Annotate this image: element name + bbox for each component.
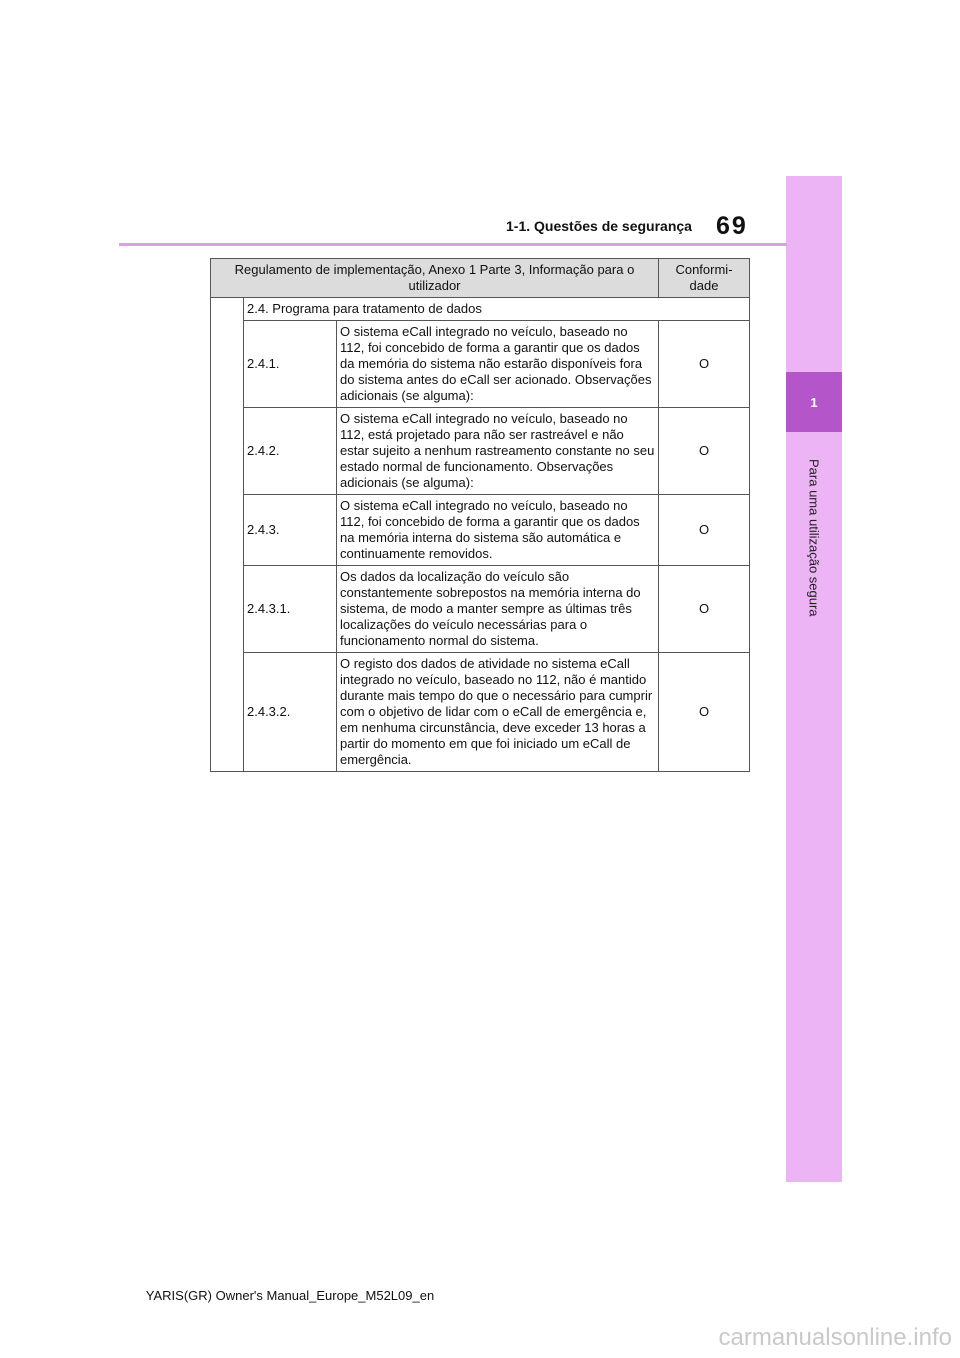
row-compliance: O bbox=[659, 653, 750, 772]
row-compliance: O bbox=[659, 495, 750, 566]
indent-cell bbox=[211, 298, 244, 772]
row-compliance: O bbox=[659, 321, 750, 408]
header-regulation: Regulamento de implementação, Anexo 1 Parte 3, Informação para o utilizador bbox=[211, 259, 659, 298]
row-text: O sistema eCall integrado no veículo, baseado no 112, foi concebido de forma a garantir que os dados da memória do sistema não estarão disponíveis fora do sistema antes do eCall ser acionado. Observações adicionais (se alguma): bbox=[337, 321, 659, 408]
section-title: 1-1. Questões de segurança bbox=[506, 218, 692, 234]
row-compliance: O bbox=[659, 566, 750, 653]
subtitle-cell: 2.4. Programa para tratamento de dados bbox=[244, 298, 750, 321]
compliance-table bbox=[210, 258, 750, 772]
table-row bbox=[211, 653, 750, 772]
chapter-label-container bbox=[786, 438, 842, 638]
table-header-row bbox=[211, 259, 750, 298]
row-number: 2.4.3. bbox=[244, 495, 337, 566]
chapter-number: 1 bbox=[786, 372, 842, 432]
table-row bbox=[211, 321, 750, 408]
table-row bbox=[211, 408, 750, 495]
row-text: O sistema eCall integrado no veículo, baseado no 112, foi concebido de forma a garantir que os dados na memória interna do sistema são automática e continuamente removidos. bbox=[337, 495, 659, 566]
row-compliance: O bbox=[659, 408, 750, 495]
header-divider bbox=[119, 243, 787, 246]
row-text: Os dados da localização do veículo são constantemente sobrepostos na memória interna do sistema, de modo a manter sempre as últimas três localizações do veículo necessárias para o funcionamento normal do sistema. bbox=[337, 566, 659, 653]
chapter-side-tab bbox=[786, 176, 842, 1182]
table-subtitle-row bbox=[211, 298, 750, 321]
header-compliance: Conformi-dade bbox=[659, 259, 750, 298]
row-number: 2.4.3.1. bbox=[244, 566, 337, 653]
row-number: 2.4.3.2. bbox=[244, 653, 337, 772]
chapter-label: Para uma utilização segura bbox=[806, 459, 822, 617]
table-row bbox=[211, 495, 750, 566]
row-text: O registo dos dados de atividade no sistema eCall integrado no veículo, baseado no 112, não é mantido durante mais tempo do que o necessário para cumprir com o objetivo de lidar com o eCall de emergência e, em nenhuma circunstância, deve exceder 13 horas a partir do momento em que foi iniciado um eCall de emergência. bbox=[337, 653, 659, 772]
row-number: 2.4.2. bbox=[244, 408, 337, 495]
row-number: 2.4.1. bbox=[244, 321, 337, 408]
row-text: O sistema eCall integrado no veículo, baseado no 112, está projetado para não ser rastreável e não estar sujeito a nenhum rastreamento constante no seu estado normal de funcionamento. Observações adicionais (se alguma): bbox=[337, 408, 659, 495]
watermark: carmanualsonline.info bbox=[718, 1324, 952, 1351]
footer-manual-id: YARIS(GR) Owner's Manual_Europe_M52L09_en bbox=[145, 1288, 435, 1303]
table-row bbox=[211, 566, 750, 653]
page-number: 69 bbox=[716, 212, 748, 240]
